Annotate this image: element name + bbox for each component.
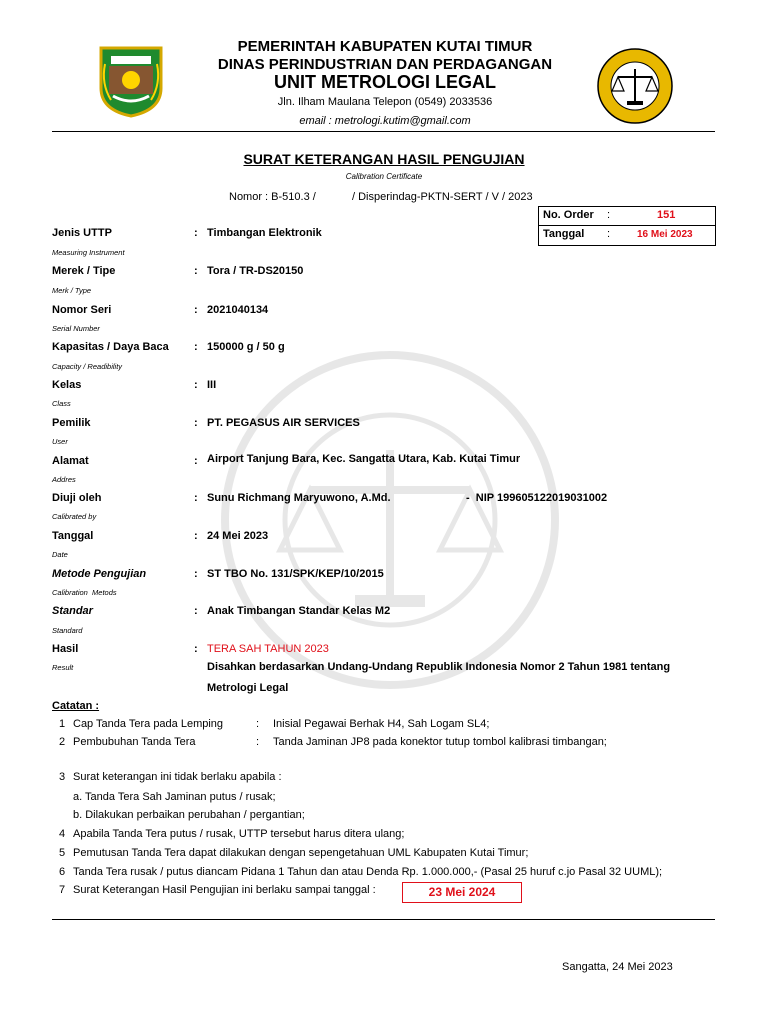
field-label: Nomor Seri xyxy=(52,304,112,316)
field-colon: : xyxy=(194,605,198,617)
field-label: Kapasitas / Daya Baca xyxy=(52,341,169,353)
field-sublabel: Capacity / Readibility xyxy=(52,362,123,371)
nomor-right: / Disperindag-PKTN-SERT / V / 2023 xyxy=(352,191,533,203)
order-date-value: 16 Mei 2023 xyxy=(637,229,693,240)
field-sublabel: Addres xyxy=(52,475,76,484)
field-label: Standar xyxy=(52,605,93,617)
header-address: Jln. Ilham Maulana Telepon (0549) 2033536 xyxy=(277,96,493,108)
footer-divider xyxy=(52,919,715,920)
field-label: Metode Pengujian xyxy=(52,568,147,580)
field-colon: : xyxy=(194,265,198,277)
field-sublabel: User xyxy=(52,437,68,446)
header-line-3: UNIT METROLOGI LEGAL xyxy=(274,72,496,92)
result-status: TERA SAH TAHUN 2023 xyxy=(207,643,329,655)
note-number: 3 xyxy=(59,771,66,783)
result-description-2: Metrologi Legal xyxy=(207,682,289,694)
field-value: Anak Timbangan Standar Kelas M2 xyxy=(207,605,391,617)
field-value: III xyxy=(207,379,217,391)
catatan-heading: Catatan : xyxy=(52,700,100,712)
field-sublabel: Calibration Metods xyxy=(52,588,117,597)
field-sublabel: Result xyxy=(52,663,74,672)
field-label: Kelas xyxy=(52,379,82,391)
field-colon: : xyxy=(194,455,198,467)
valid-until-box xyxy=(402,882,522,903)
document-subtitle: Calibration Certificate xyxy=(345,172,423,181)
field-sublabel: Measuring Instrument xyxy=(52,248,125,257)
field-colon: : xyxy=(194,530,198,542)
order-no-colon: : xyxy=(607,209,611,221)
field-value: Airport Tanjung Bara, Kec. Sangatta Utara, Kab. Kutai Timur xyxy=(207,453,521,465)
field-value: PT. PEGASUS AIR SERVICES xyxy=(207,417,360,429)
field-value: Sunu Richmang Maryuwono, A.Md. xyxy=(207,492,391,504)
field-colon: : xyxy=(194,492,198,504)
field-label: Alamat xyxy=(52,455,89,467)
field-value: 150000 g / 50 g xyxy=(207,341,285,353)
field-colon: : xyxy=(194,304,198,316)
note-text: Pemutusan Tanda Tera dapat dilakukan dengan sepengetahuan UML Kabupaten Kutai Timur; xyxy=(73,847,529,859)
seal-watermark xyxy=(220,350,560,690)
header-divider xyxy=(52,131,715,132)
note-number: 7 xyxy=(59,884,66,896)
note-text: Surat keterangan ini tidak berlaku apabila : xyxy=(73,771,282,783)
note-text: Tanda Tera rusak / putus diancam Pidana 1 Tahun dan atau Denda Rp. 1.000.000,- (Pasal 25 huruf c.jo Pasal 32 UUML); xyxy=(73,866,663,878)
header-line-1: PEMERINTAH KABUPATEN KUTAI TIMUR xyxy=(237,38,533,55)
header-email: email : metrologi.kutim@gmail.com xyxy=(299,115,471,127)
place-date: Sangatta, 24 Mei 2023 xyxy=(562,961,673,973)
result-description-1: Disahkan berdasarkan Undang-Undang Republik Indonesia Nomor 2 Tahun 1981 tentang xyxy=(207,661,671,673)
field-sublabel: Calibrated by xyxy=(52,512,97,521)
note-text: Surat Keterangan Hasil Pengujian ini berlaku sampai tanggal : xyxy=(73,884,376,896)
field-label: Jenis UTTP xyxy=(52,227,112,239)
order-date-colon: : xyxy=(607,228,611,240)
field-sublabel: Standard xyxy=(52,626,83,635)
field-sublabel: Date xyxy=(52,550,68,559)
field-value: Tora / TR-DS20150 xyxy=(207,265,304,277)
valid-until-date: 23 Mei 2024 xyxy=(428,885,496,899)
note-text: Apabila Tanda Tera putus / rusak, UTTP tersebut harus ditera ulang; xyxy=(73,828,405,840)
field-value: ST TBO No. 131/SPK/KEP/10/2015 xyxy=(207,568,384,580)
header-line-2: DINAS PERINDUSTRIAN DAN PERDAGANGAN xyxy=(217,56,553,73)
note-colon: : xyxy=(256,736,260,748)
note-label: Cap Tanda Tera pada Lemping xyxy=(73,718,224,730)
field-value: 2021040134 xyxy=(207,304,269,316)
field-colon: : xyxy=(194,568,198,580)
note-value: Inisial Pegawai Berhak H4, Sah Logam SL4; xyxy=(273,718,490,730)
field-sublabel: Class xyxy=(52,399,71,408)
field-label: Merek / Tipe xyxy=(52,265,116,277)
order-box xyxy=(538,206,716,246)
field-nip: - NIP 199605122019031002 xyxy=(466,492,608,504)
note-number: 2 xyxy=(59,736,66,748)
field-label: Diuji oleh xyxy=(52,492,102,504)
field-sublabel: Merk / Type xyxy=(52,286,92,295)
note-number: 1 xyxy=(59,718,66,730)
note-colon: : xyxy=(256,718,260,730)
order-no-value: 151 xyxy=(657,209,676,221)
document-title: SURAT KETERANGAN HASIL PENGUJIAN xyxy=(243,151,525,167)
metrologi-seal-logo xyxy=(596,47,674,125)
field-value: 24 Mei 2023 xyxy=(207,530,269,542)
note-number: 5 xyxy=(59,847,66,859)
note-value: Tanda Jaminan JP8 pada konektor tutup tombol kalibrasi timbangan; xyxy=(273,736,607,748)
field-colon: : xyxy=(194,643,198,655)
field-label: Hasil xyxy=(52,643,79,655)
field-colon: : xyxy=(194,227,198,239)
field-colon: : xyxy=(194,417,198,429)
field-sublabel: Serial Number xyxy=(52,324,100,333)
note-number: 4 xyxy=(59,828,66,840)
note-label: Pembubuhan Tanda Tera xyxy=(73,736,196,748)
kutai-timur-logo xyxy=(97,44,165,118)
field-label: Tanggal xyxy=(52,530,94,542)
field-colon: : xyxy=(194,341,198,353)
field-colon: : xyxy=(194,379,198,391)
field-value: Timbangan Elektronik xyxy=(207,227,322,239)
field-label: Pemilik xyxy=(52,417,91,429)
order-no-label: No. Order xyxy=(543,209,594,221)
note-text: a. Tanda Tera Sah Jaminan putus / rusak; xyxy=(73,791,276,803)
nomor-left: Nomor : B-510.3 / xyxy=(229,191,316,203)
note-text: b. Dilakukan perbaikan perubahan / pergantian; xyxy=(73,809,305,821)
order-date-label: Tanggal xyxy=(543,228,585,240)
note-number: 6 xyxy=(59,866,66,878)
